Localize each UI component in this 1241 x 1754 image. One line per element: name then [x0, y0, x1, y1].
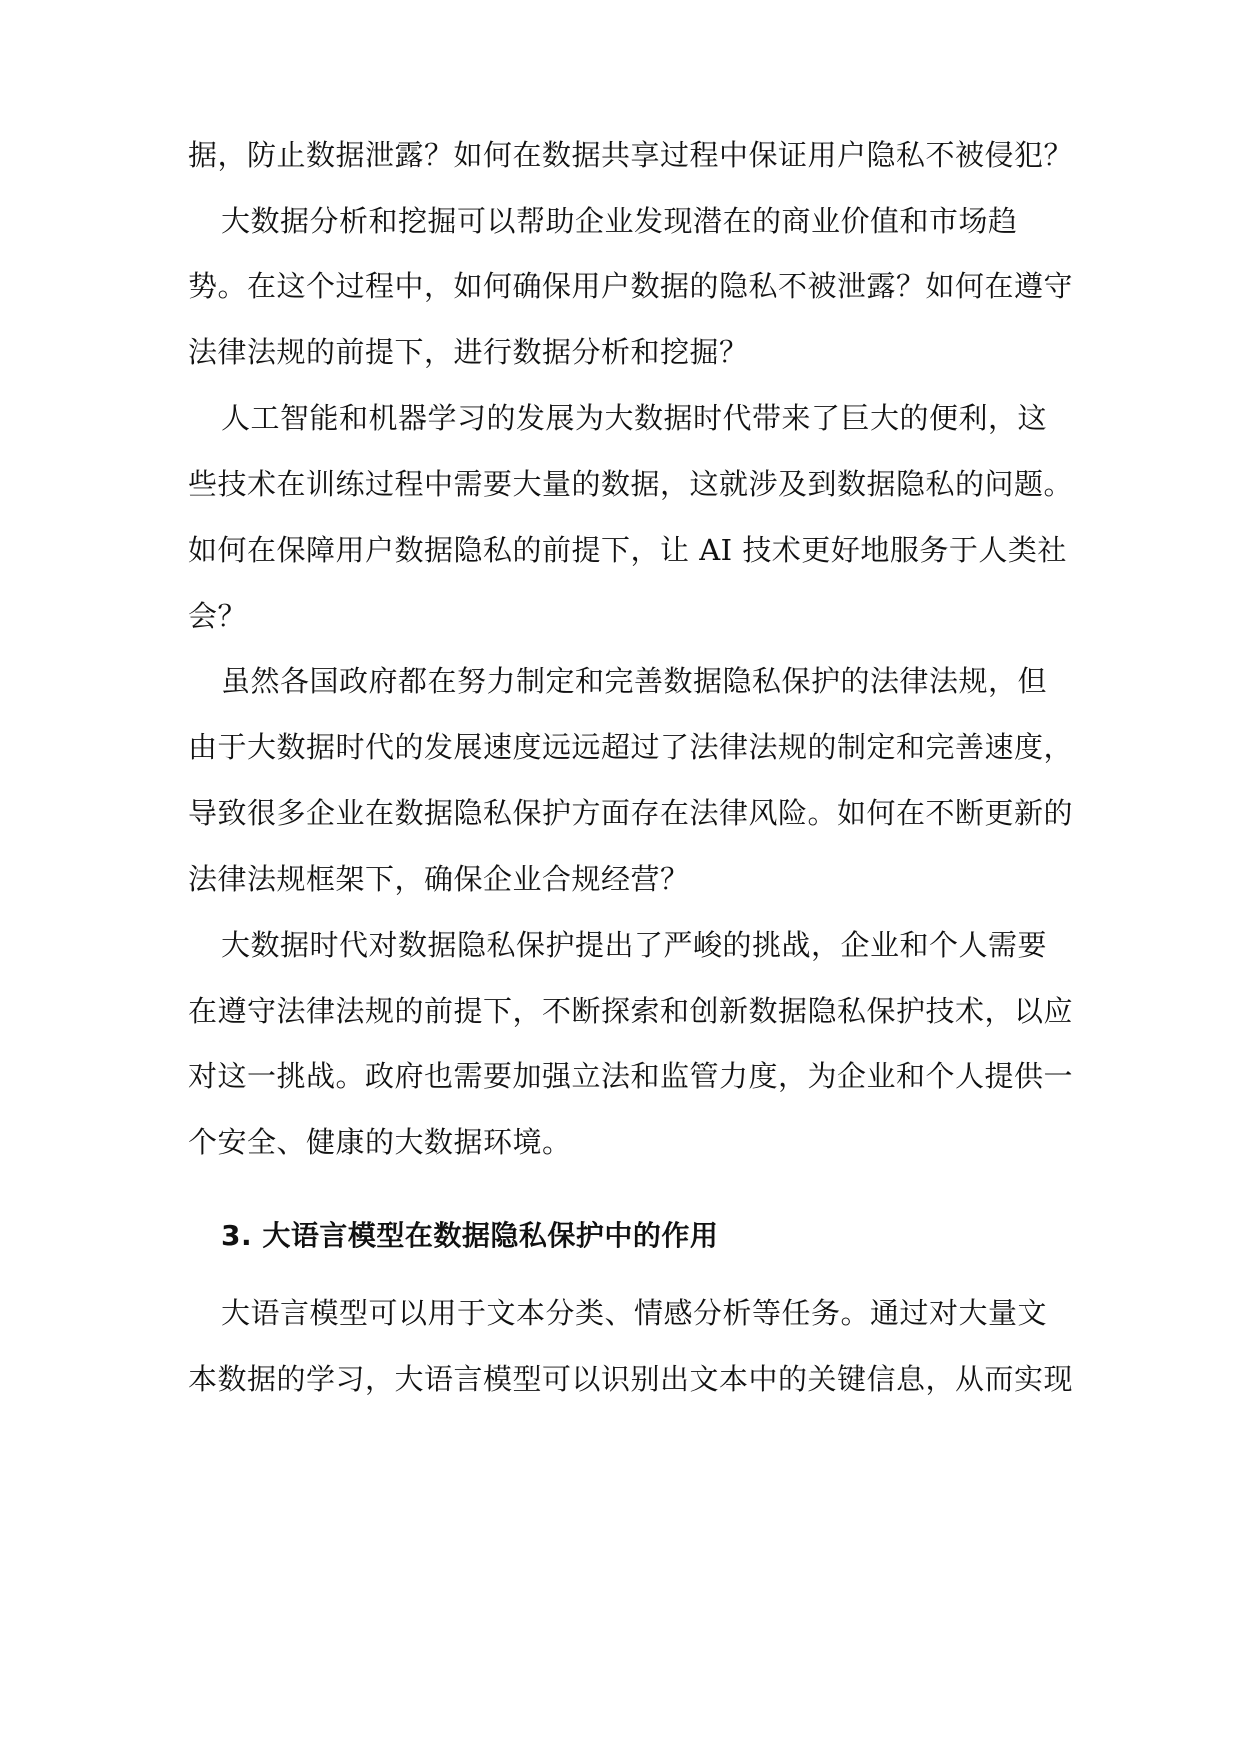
text-line: 大语言模型可以用于文本分类、情感分析等任务。通过对大量文	[221, 1296, 1048, 1330]
text-line: 大数据分析和挖掘可以帮助企业发现潜在的商业价值和市场趋	[221, 204, 1018, 238]
text-line: 在遵守法律法规的前提下，不断探索和创新数据隐私保护技术，以应	[188, 994, 1074, 1028]
text-line: 大数据时代对数据隐私保护提出了严峻的挑战，企业和个人需要	[221, 928, 1048, 962]
text-line: 对这一挑战。政府也需要加强立法和监管力度，为企业和个人提供一	[188, 1059, 1074, 1093]
text-line: 法律法规框架下，确保企业合规经营？	[188, 862, 690, 896]
text-line: 由于大数据时代的发展速度远远超过了法律法规的制定和完善速度，	[188, 730, 1074, 764]
text-line: 个安全、健康的大数据环境。	[188, 1125, 572, 1159]
text-line: 如何在保障用户数据隐私的前提下，让 AI 技术更好地服务于人类社	[188, 533, 1067, 567]
text-line: 法律法规的前提下，进行数据分析和挖掘？	[188, 335, 749, 369]
text-line: 本数据的学习，大语言模型可以识别出文本中的关键信息，从而实现	[188, 1362, 1074, 1396]
text-line: 人工智能和机器学习的发展为大数据时代带来了巨大的便利，这	[221, 401, 1048, 435]
section-heading: 3. 大语言模型在数据隐私保护中的作用	[221, 1219, 719, 1252]
text-line: 势。在这个过程中，如何确保用户数据的隐私不被泄露？如何在遵守	[188, 269, 1074, 303]
text-line: 会？	[188, 599, 248, 633]
text-line: 据，防止数据泄露？如何在数据共享过程中保证用户隐私不被侵犯？	[188, 138, 1074, 172]
text-line: 些技术在训练过程中需要大量的数据，这就涉及到数据隐私的问题。	[188, 467, 1074, 501]
text-line: 导致很多企业在数据隐私保护方面存在法律风险。如何在不断更新的	[188, 796, 1074, 830]
text-line: 虽然各国政府都在努力制定和完善数据隐私保护的法律法规，但	[221, 664, 1048, 698]
